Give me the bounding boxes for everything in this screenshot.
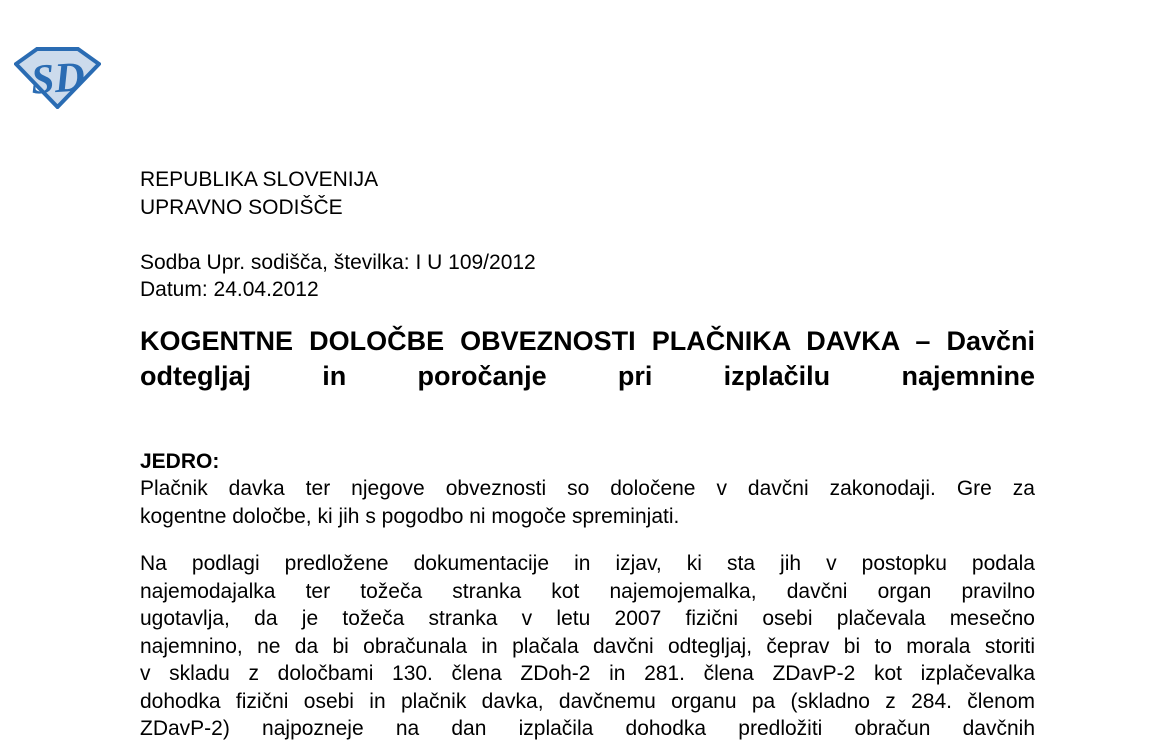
institution-name-line1: REPUBLIKA SLOVENIJA: [140, 168, 379, 191]
jedro-section: [140, 448, 1035, 531]
text-line: Na podlagi predložene dokumentacije in izjav, ki sta jih v postopku podala: [140, 552, 1035, 575]
header-spacer: [140, 221, 1035, 249]
institution-name-line2: UPRAVNO SODIŠČE: [140, 195, 343, 219]
text-line: dohodka fizični osebi in plačnik davka, davčnemu organu pa (skladno z 284. členom: [140, 689, 1035, 713]
text-line: KOGENTNE DOLOČBE OBVEZNOSTI PLAČNIKA DAVKA – Davčni: [140, 325, 1035, 356]
document-date: Datum: 24.04.2012: [140, 278, 319, 301]
text-line: kogentne določbe, ki jih s pogodbo ni mogoče spreminjati.: [140, 504, 680, 528]
text-line: odtegljaj in poročanje pri izplačilu najemnine: [140, 360, 1035, 391]
court-sd-logo: [14, 47, 101, 109]
text-line: ugotavlja, da je tožeča stranka v letu 2007 fizični osebi plačevala mesečno: [140, 607, 1035, 630]
logo-letters: SD: [29, 54, 87, 104]
text-line: najemodajalka ter tožeča stranka kot najemojemalka, davčni organ pravilno: [140, 579, 1035, 603]
text-line: v skladu z določbami 130. člena ZDoh-2 in 281. člena ZDavP-2 kot izplačevalka: [140, 662, 1035, 685]
jedro-text: [140, 475, 1035, 530]
text-line: ZDavP-2) najpozneje na dan izplačila dohodka predložiti obračun davčnih: [140, 717, 1035, 740]
jedro-heading: JEDRO:: [140, 449, 220, 473]
text-line: Plačnik davka ter njegove obveznosti so določene v davčni zakonodaji. Gre za: [140, 477, 1035, 500]
document-header: [140, 166, 1035, 304]
body-paragraph: [140, 550, 1035, 743]
document-content: [140, 0, 1035, 743]
document-title: [140, 324, 1035, 394]
text-line: najemnino, ne da bi obračunala in plačala davčni odtegljaj, čeprav bi to morala storiti: [140, 634, 1035, 658]
case-reference: Sodba Upr. sodišča, številka: I U 109/2012: [140, 250, 536, 274]
sd-diamond-icon: [14, 47, 101, 109]
